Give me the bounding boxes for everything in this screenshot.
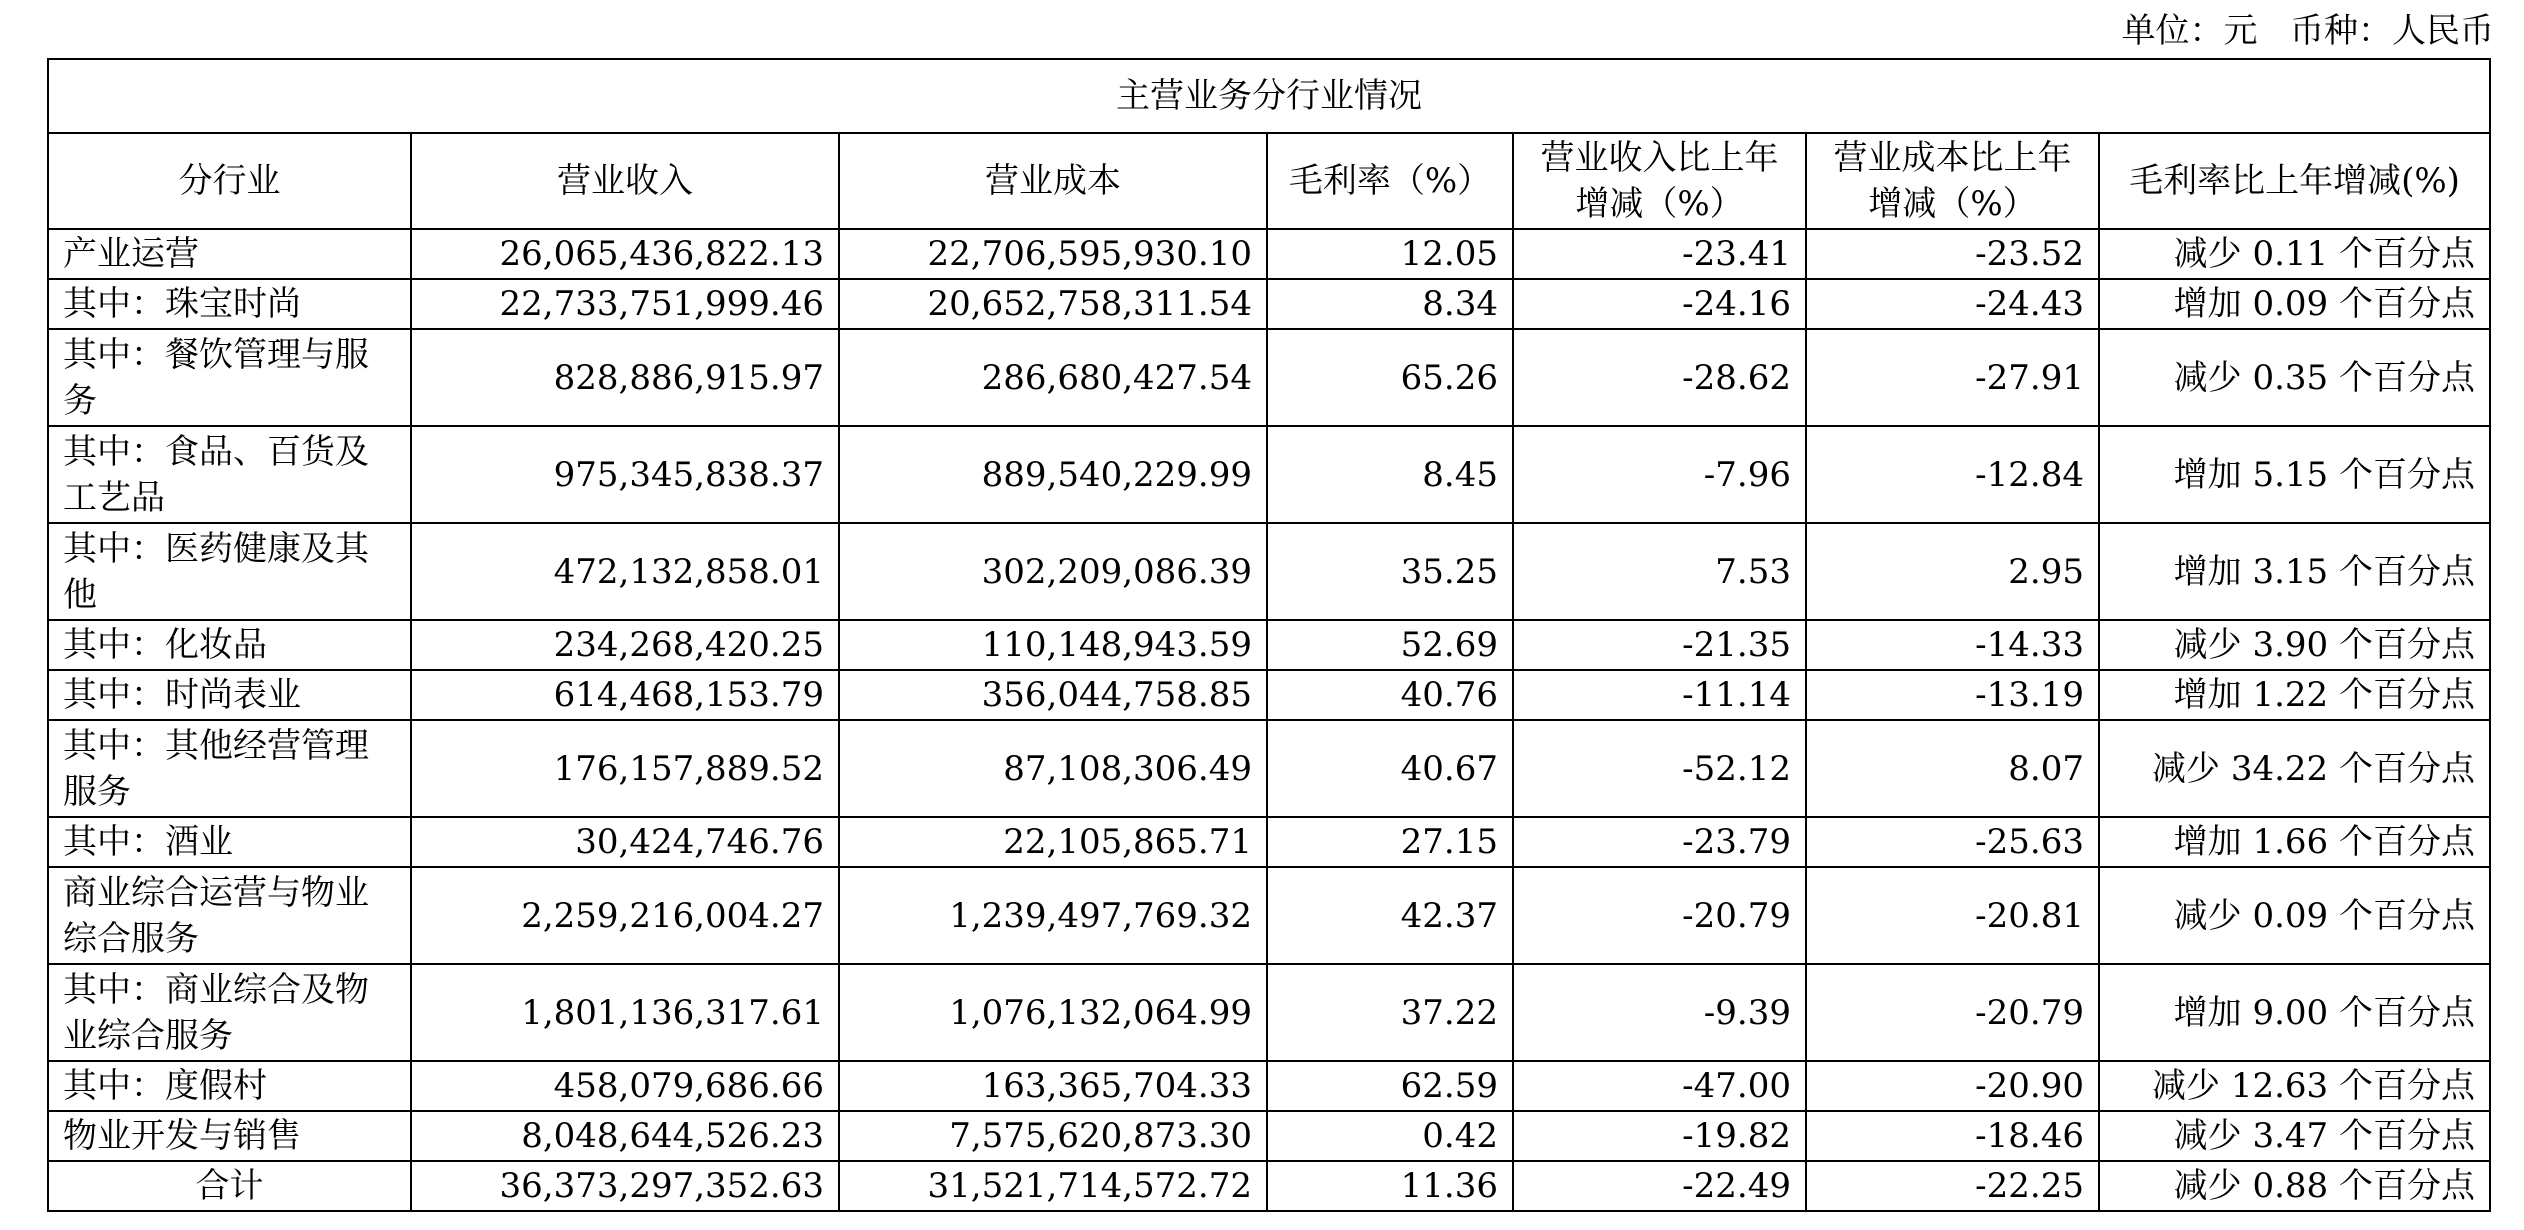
cell-segment: 其中：餐饮管理与服务 (48, 329, 411, 426)
cell-revenue: 30,424,746.76 (411, 817, 839, 867)
cell-margin-change: 增加 1.22 个百分点 (2099, 670, 2490, 720)
cell-margin-change: 减少 0.09 个百分点 (2099, 867, 2490, 964)
cell-margin-change: 减少 3.47 个百分点 (2099, 1111, 2490, 1161)
cell-cost: 286,680,427.54 (839, 329, 1267, 426)
cell-revenue-change: -28.62 (1513, 329, 1806, 426)
header-cost-change: 营业成本比上年增减（%） (1806, 133, 2099, 229)
cell-revenue: 176,157,889.52 (411, 720, 839, 817)
cell-cost: 22,706,595,930.10 (839, 229, 1267, 279)
table-row (48, 523, 2490, 620)
table-header-row (48, 133, 2490, 229)
cell-margin-change: 增加 3.15 个百分点 (2099, 523, 2490, 620)
cell-segment: 产业运营 (48, 229, 411, 279)
cell-cost-change: -20.81 (1806, 867, 2099, 964)
cell-gross-margin: 40.76 (1267, 670, 1513, 720)
cell-segment: 其中：酒业 (48, 817, 411, 867)
table-row (48, 670, 2490, 720)
cell-segment: 其中：食品、百货及工艺品 (48, 426, 411, 523)
cell-margin-change: 减少 0.88 个百分点 (2099, 1161, 2490, 1211)
cell-revenue: 472,132,858.01 (411, 523, 839, 620)
cell-cost-change: -20.90 (1806, 1061, 2099, 1111)
cell-revenue-change: -9.39 (1513, 964, 1806, 1061)
cell-cost: 31,521,714,572.72 (839, 1161, 1267, 1211)
cell-revenue-change: -22.49 (1513, 1161, 1806, 1211)
cell-segment: 商业综合运营与物业综合服务 (48, 867, 411, 964)
cell-cost-change: -27.91 (1806, 329, 2099, 426)
cell-cost-change: -14.33 (1806, 620, 2099, 670)
table-row (48, 720, 2490, 817)
cell-revenue-change: 7.53 (1513, 523, 1806, 620)
cell-revenue: 8,048,644,526.23 (411, 1111, 839, 1161)
cell-margin-change: 减少 3.90 个百分点 (2099, 620, 2490, 670)
cell-margin-change: 减少 0.35 个百分点 (2099, 329, 2490, 426)
cell-gross-margin: 8.34 (1267, 279, 1513, 329)
cell-gross-margin: 42.37 (1267, 867, 1513, 964)
table-row (48, 426, 2490, 523)
cell-revenue: 828,886,915.97 (411, 329, 839, 426)
cell-cost: 302,209,086.39 (839, 523, 1267, 620)
cell-cost: 1,239,497,769.32 (839, 867, 1267, 964)
cell-segment: 物业开发与销售 (48, 1111, 411, 1161)
cell-revenue-change: -23.79 (1513, 817, 1806, 867)
table-row (48, 279, 2490, 329)
cell-cost-change: -18.46 (1806, 1111, 2099, 1161)
cell-cost-change: -25.63 (1806, 817, 2099, 867)
cell-revenue-change: -21.35 (1513, 620, 1806, 670)
cell-revenue-change: -47.00 (1513, 1061, 1806, 1111)
cell-cost-change: 8.07 (1806, 720, 2099, 817)
cell-revenue: 234,268,420.25 (411, 620, 839, 670)
cell-margin-change: 增加 0.09 个百分点 (2099, 279, 2490, 329)
cell-gross-margin: 27.15 (1267, 817, 1513, 867)
header-cost: 营业成本 (839, 133, 1267, 229)
cell-revenue: 1,801,136,317.61 (411, 964, 839, 1061)
table-row (48, 1111, 2490, 1161)
header-revenue-change: 营业收入比上年增减（%） (1513, 133, 1806, 229)
cell-cost-change: -22.25 (1806, 1161, 2099, 1211)
cell-gross-margin: 52.69 (1267, 620, 1513, 670)
cell-cost: 889,540,229.99 (839, 426, 1267, 523)
table-row (48, 867, 2490, 964)
cell-segment: 其中：化妆品 (48, 620, 411, 670)
cell-cost-change: -24.43 (1806, 279, 2099, 329)
table-title: 主营业务分行业情况 (48, 59, 2490, 133)
cell-gross-margin: 8.45 (1267, 426, 1513, 523)
cell-revenue-change: -19.82 (1513, 1111, 1806, 1161)
cell-segment: 其中：其他经营管理服务 (48, 720, 411, 817)
cell-margin-change: 减少 34.22 个百分点 (2099, 720, 2490, 817)
cell-margin-change: 增加 9.00 个百分点 (2099, 964, 2490, 1061)
cell-gross-margin: 35.25 (1267, 523, 1513, 620)
cell-gross-margin: 37.22 (1267, 964, 1513, 1061)
table-row (48, 1061, 2490, 1111)
cell-gross-margin: 40.67 (1267, 720, 1513, 817)
cell-cost: 110,148,943.59 (839, 620, 1267, 670)
cell-cost-change: -12.84 (1806, 426, 2099, 523)
cell-cost-change: -13.19 (1806, 670, 2099, 720)
unit-currency-note: 单位：元 币种：人民币 (2121, 11, 2494, 51)
cell-revenue-change: -11.14 (1513, 670, 1806, 720)
table-row (48, 229, 2490, 279)
cell-revenue: 22,733,751,999.46 (411, 279, 839, 329)
cell-margin-change: 增加 1.66 个百分点 (2099, 817, 2490, 867)
cell-cost: 356,044,758.85 (839, 670, 1267, 720)
cell-margin-change: 减少 0.11 个百分点 (2099, 229, 2490, 279)
cell-gross-margin: 12.05 (1267, 229, 1513, 279)
cell-cost: 20,652,758,311.54 (839, 279, 1267, 329)
cell-cost-change: -20.79 (1806, 964, 2099, 1061)
cell-gross-margin: 62.59 (1267, 1061, 1513, 1111)
cell-revenue-change: -20.79 (1513, 867, 1806, 964)
table-row (48, 817, 2490, 867)
cell-cost: 87,108,306.49 (839, 720, 1267, 817)
table-total-row (48, 1161, 2490, 1211)
cell-segment: 其中：医药健康及其他 (48, 523, 411, 620)
cell-revenue: 458,079,686.66 (411, 1061, 839, 1111)
cell-cost: 22,105,865.71 (839, 817, 1267, 867)
cell-revenue: 2,259,216,004.27 (411, 867, 839, 964)
cell-margin-change: 减少 12.63 个百分点 (2099, 1061, 2490, 1111)
cell-segment-total: 合计 (48, 1161, 411, 1211)
table-row (48, 964, 2490, 1061)
table-row (48, 620, 2490, 670)
header-margin-change: 毛利率比上年增减(%) (2099, 133, 2490, 229)
cell-revenue-change: -7.96 (1513, 426, 1806, 523)
cell-gross-margin: 65.26 (1267, 329, 1513, 426)
header-revenue: 营业收入 (411, 133, 839, 229)
table-title-row (48, 59, 2490, 133)
cell-cost-change: -23.52 (1806, 229, 2099, 279)
cell-segment: 其中：时尚表业 (48, 670, 411, 720)
table-row (48, 329, 2490, 426)
cell-segment: 其中：度假村 (48, 1061, 411, 1111)
cell-cost: 1,076,132,064.99 (839, 964, 1267, 1061)
cell-revenue: 614,468,153.79 (411, 670, 839, 720)
main-business-by-industry-table (47, 58, 2491, 1212)
cell-revenue-change: -24.16 (1513, 279, 1806, 329)
cell-segment: 其中：商业综合及物业综合服务 (48, 964, 411, 1061)
cell-segment: 其中：珠宝时尚 (48, 279, 411, 329)
cell-cost: 163,365,704.33 (839, 1061, 1267, 1111)
cell-revenue: 26,065,436,822.13 (411, 229, 839, 279)
cell-cost: 7,575,620,873.30 (839, 1111, 1267, 1161)
cell-cost-change: 2.95 (1806, 523, 2099, 620)
cell-revenue-change: -52.12 (1513, 720, 1806, 817)
cell-revenue: 975,345,838.37 (411, 426, 839, 523)
cell-revenue: 36,373,297,352.63 (411, 1161, 839, 1211)
header-segment: 分行业 (48, 133, 411, 229)
cell-margin-change: 增加 5.15 个百分点 (2099, 426, 2490, 523)
header-gross-margin: 毛利率（%） (1267, 133, 1513, 229)
cell-gross-margin: 0.42 (1267, 1111, 1513, 1161)
cell-revenue-change: -23.41 (1513, 229, 1806, 279)
cell-gross-margin: 11.36 (1267, 1161, 1513, 1211)
